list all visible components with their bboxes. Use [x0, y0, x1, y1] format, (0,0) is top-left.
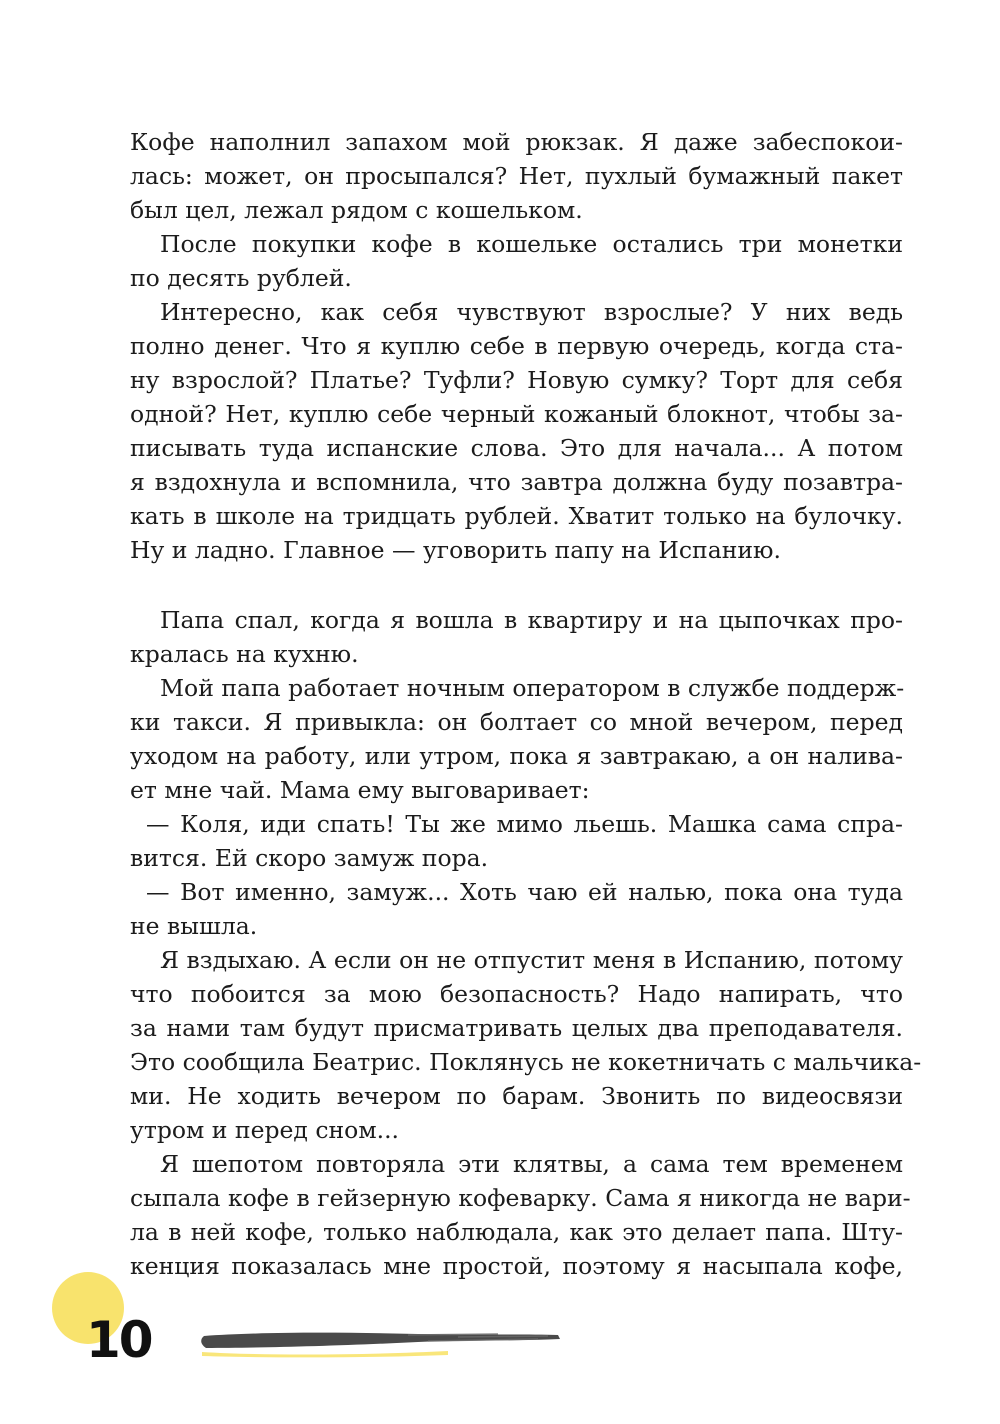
- text-line: не вышла.: [130, 912, 258, 940]
- text-line: утром и перед сном...: [130, 1116, 400, 1144]
- text-line: Я вздыхаю. А если он не отпустит меня в Испанию, потому: [160, 946, 903, 974]
- text-line: Ну и ладно. Главное — уговорить папу на Испанию.: [130, 536, 781, 564]
- text-line: Кофе наполнил запахом мой рюкзак. Я даже забеспокои-: [130, 128, 903, 156]
- dialogue-line: — Коля, иди спать! Ты же мимо льешь. Машка сама спра-: [146, 810, 903, 838]
- text-line: После покупки кофе в кошельке остались три монетки: [160, 230, 903, 258]
- text-line: лась: может, он просыпался? Нет, пухлый бумажный пакет: [130, 162, 903, 190]
- text-line: писывать туда испанские слова. Это для начала... А потом: [130, 434, 903, 462]
- text-line: полно денег. Что я куплю себе в первую очередь, когда ста-: [130, 332, 903, 360]
- text-line: ет мне чай. Мама ему выговаривает:: [130, 776, 590, 804]
- page-number: 10: [86, 1311, 152, 1369]
- dialogue-line: — Вот именно, замуж... Хоть чаю ей налью, пока она туда: [146, 878, 903, 906]
- text-line: кралась на кухню.: [130, 640, 359, 668]
- text-line: Папа спал, когда я вошла в квартиру и на цыпочках про-: [160, 606, 903, 634]
- text-line: Я шепотом повторяла эти клятвы, а сама тем временем: [160, 1150, 903, 1178]
- text-line: по десять рублей.: [130, 264, 352, 292]
- text-line: одной? Нет, куплю себе черный кожаный блокнот, чтобы за-: [130, 400, 903, 428]
- text-line: вится. Ей скоро замуж пора.: [130, 844, 489, 872]
- text-line: что побоится за мою безопасность? Надо напирать, что: [130, 980, 903, 1008]
- text-line: ки такси. Я привыкла: он болтает со мной вечером, перед: [130, 708, 903, 736]
- text-line: Это сообщила Беатрис. Поклянусь не кокетничать с мальчика-: [130, 1048, 922, 1076]
- text-line: уходом на работу, или утром, пока я завтракаю, а он налива-: [130, 742, 903, 770]
- text-line: ми. Не ходить вечером по барам. Звонить по видеосвязи: [130, 1082, 903, 1110]
- text-line: Мой папа работает ночным оператором в службе поддерж-: [160, 674, 905, 702]
- text-line: ну взрослой? Платье? Туфли? Новую сумку? Торт для себя: [130, 366, 903, 394]
- text-line: был цел, лежал рядом с кошельком.: [130, 196, 583, 224]
- text-line: ла в ней кофе, только наблюдала, как это делает папа. Шту-: [130, 1218, 903, 1246]
- text-line: кать в школе на тридцать рублей. Хватит только на булочку.: [130, 502, 903, 530]
- text-line: сыпала кофе в гейзерную кофеварку. Сама я никогда не вари-: [130, 1184, 911, 1212]
- text-line: кенция показалась мне простой, поэтому я насыпала кофе,: [130, 1252, 903, 1280]
- text-line: Интересно, как себя чувствуют взрослые? У них ведь: [160, 298, 903, 326]
- text-line: я вздохнула и вспомнила, что завтра должна буду позавтра-: [130, 468, 903, 496]
- text-line: за нами там будут присматривать целых два преподавателя.: [130, 1014, 903, 1042]
- brush-stroke-decoration: [198, 1326, 568, 1358]
